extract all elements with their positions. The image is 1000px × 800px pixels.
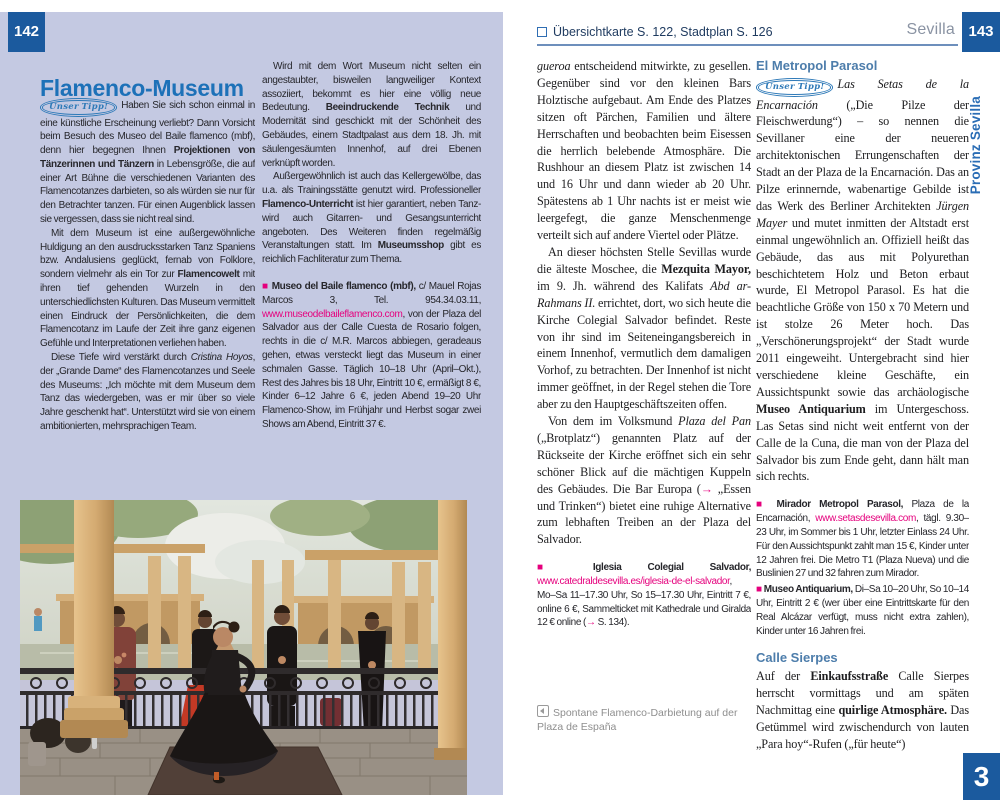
unser-tipp-badge: Unser Tipp! — [756, 78, 833, 97]
caption-arrow-icon — [537, 705, 549, 717]
section-heading-calle-sierpes: Calle Sierpes — [756, 650, 838, 666]
paragraph: Von dem im Volksmund Plaza del Pan („Brotplatz“) genannten Platz auf der Rückseite der Kirche eröffnet sich ein sehr schöner Blick auf die mächtigen Kuppeln des Gebäudes. Die Bar Europa (→ „Essen und Trinken“) bietet eine ruhige Alternative zum lebhaften Treiben an der Plaza del Salvador. — [537, 414, 751, 547]
paragraph: Diese Tiefe wird verstärkt durch Cristina Hoyos, der „Grande Dame“ des Flamencotanzes und Seele des Museums: „Ich möchte mit dem Museum dem Tanz das wiedergeben, was er mir über so viele Jahre geschenkt hat“. Unterstützt wird sie von einem ambitionierten, mehrsprachigen Team. — [40, 352, 255, 433]
paragraph: Mit dem Museum ist eine außergewöhnliche Huldigung an den ausdrucksstarken Tanz Spaniens bzw. Andalusiens geglückt, fernab von Folklore, sondern vielmehr als ein Tor zur Flamencowelt mit ihren tief gehenden Wurzeln in den unterschiedlichsten Kulturen. Das Museum vermittelt einen Eindruck der Persönlichkeiten, die dem Flamencotanz im Laufe der Zeit ihre ganz eigenen Gefühle und Interpretationen verliehen haben. — [40, 227, 255, 350]
info-block-museo-antiquarium: ■ Museo Antiquarium, Di–Sa 10–20 Uhr, So 10–14 Uhr, Eintritt 2 € (wer über eine Eintrittskarte für den Real Alcázar verfügt, muss nicht extra zahlen), Kinder unter 16 Jahren frei. — [756, 584, 969, 637]
info-block-mirador: ■ Mirador Metropol Parasol, Plaza de la Encarnación, www.setasdesevilla.com, tägl. 9.30–23 Uhr, im Sommer bis 1 Uhr, letzter Einlass 24 Uhr. Für den Aussichtspunkt zahlt man 15 €, Kinder unter 12 Jahren frei. Die Metro T1 (Plaza Nueva) und die Buslinien 27 und 32 fahren zum Mirador. — [756, 499, 969, 580]
paragraph-text: Las Setas de la Encarnación („Die Pilze der Fleischwerdung“) – so nennen die Sevillaner eine der neueren architektonischen Errungenschaften der Stadt an der Plaza de la Encarnación. Das an Pilze erinnernde, wabenartige Gebilde ist das Werk des Berliner Architekten Jürgen Mayer und mutet inmitten der Altstadt erst einmal ungewöhnlich an. Offiziell heißt das Gebäude, das aus mit Polyurethan beschichtetem Holz und Beton erbaut wurde, El Metropol Parasol. Es hat die beachtliche Größe von 150 x 70 Metern und ist stolze 26 Meter hoch. Das „Verschönerungsprojekt“ der Stadt wurde 2011 eingeweiht. Untergebracht sind hier verschiedene kleine Geschäfte, ein Aussichtspunkt sowie das archäologische Museo Antiquarium im Untergeschoss. Las Setas sind nicht weit entfernt von der Calle de la Cuna, die man von der Plaza del Salvador bis zum Ende geht, dann hält man sich rechts. — [756, 77, 969, 484]
section-heading-metropol-parasol: El Metropol Parasol — [756, 58, 878, 73]
paragraph — [40, 98, 255, 227]
page-number-left: 142 — [8, 12, 45, 52]
info-block-iglesia-salvador: ■ Iglesia Colegial Salvador, www.catedraldesevilla.es/iglesia-de-el-salvador, Mo–Sa 11–17.30 Uhr, So 15–17.30 Uhr, Eintritt 7 €, online 6 €, Sammelticket mit Kathedrale und Giralda 12 € online (→ S. 134). — [537, 562, 751, 629]
paragraph: An dieser höchsten Stelle Sevillas wurde die älteste Moschee, die Mezquita Mayor, im 9. Jh. während des Kalifats Abd ar-Rahmans II. errichtet, dort, wo sich heute die Kirche Colegial Salvador befindet. Reste von ihr sind im Seiteneingangsbereich in einem Innenhof, vermutlich dem damaligen Vorhof, zu betrachten. Der Innenhof ist nicht immer geöffnet, in der Regel stehen die Tore aber zu den Hauptgeschäftszeiten offen. — [537, 244, 751, 412]
paragraph: gueroa entscheidend mitwirkte, zu gesellen. Gegenüber sind vor den kleinen Bars Holztische aufgebaut. Am Ende des Platzes sitzen oft Pärchen, Familien und ältere Herrschaften und beobachten beim Eisessen die herrlich belebende Atmosphäre. Die Rushhour an diesem Platz ist zwischen 14 und 16 Uhr und dann wieder ab 20 Uhr. Spätestens ab 1 Uhr nachts ist er meist wie leergefegt, die ganze Menschenmenge verteilt sich auf andere Viertel oder Plätze. — [537, 59, 751, 243]
header-rule — [537, 44, 958, 46]
right-column-2 — [756, 58, 969, 798]
info-block-museo-baile: ■ Museo del Baile flamenco (mbf), c/ Mauel Rojas Marcos 3, Tel. 954.34.03.11, www.museodelbaileflamenco.com, von der Plaza del Salvador aus der Calle Cuesta de Rosario folgen, rechts in die c/ M.R. Marcos abbiegen, geradeaus gehen, etwas versteckt liegt das Museum in einer schmalen Gasse. Täglich 10–18 Uhr (April–Okt.), Rest des Jahres bis 18 Uhr, Eintritt 10 €, ermäßigt 8 €, Kinder 6–12 Jahre 6 €, jeden Abend 19–20 Uhr Flamenco-Show, im Frühjahr und Herbst sogar zwei Shows am Abend, Eintritt 37 €. — [262, 280, 481, 430]
paragraph — [756, 76, 969, 485]
map-square-icon — [537, 27, 547, 37]
photo-caption-text: Spontane Flamenco-Darbietung auf der Plaza de España — [537, 707, 738, 733]
page-title: Flamenco-Museum — [40, 75, 244, 102]
right-column-1 — [537, 58, 751, 698]
paragraph: Wird mit dem Wort Museum nicht selten ein angestaubter, bisweilen langweiliger Kontext assoziiert, bekommt es hier eine völlig neue Bedeutung. Beeindruckende Technik und Modernität sind geschickt mit der Schönheit des Gebäudes, einem Stadtpalast aus dem 18. Jh. mit säulengesäumten Innenhof, auf drei Ebenen verknüpft worden. — [262, 61, 481, 169]
header-region-label: Sevilla — [906, 21, 955, 38]
photo-caption — [537, 705, 751, 734]
photo-flamenco-plaza-espana — [20, 500, 467, 795]
unser-tipp-badge: Unser Tipp! — [40, 98, 117, 117]
left-column-2 — [262, 60, 481, 498]
paragraph: Auf der Einkaufsstraße Calle Sierpes herrscht vormittags und am späten Nachmittag eine quirlige Atmosphäre. Das Getümmel wird zwischendurch von lauten „Para hoy“-Rufen („für heute“) — [756, 669, 969, 751]
paragraph: Außergewöhnlich ist auch das Kellergewölbe, das u.a. als Trainingsstätte genutzt wird. Professioneller Flamenco-Unterricht ist hier garantiert, neben Tanz- wird auch Gitarren- und Gesangsunterricht angeboten. Des Weiteren finden regelmäßig Veranstaltungen statt. Im Museumsshop gibt es reichlich Fachliteratur zum Thema. — [262, 171, 481, 266]
left-column-1 — [40, 98, 255, 498]
page-number-right: 143 — [962, 12, 1000, 52]
left-page — [0, 12, 503, 795]
chapter-number-tab: 3 — [963, 753, 1000, 800]
map-reference-text: Übersichtkarte S. 122, Stadtplan S. 126 — [553, 25, 773, 39]
sidebar-chapter-label-text: Provinz Sevilla — [967, 95, 983, 195]
paragraph-text: Haben Sie sich schon einmal in eine künstliche Erscheinung verliebt? Dann Vorsicht beim Besuch des Museo del Baile flamenco (mbf), denn hier begegnen Ihnen Projektionen von Tänzerinnen und Tänzern in Lebensgröße, die auf einer Art Bühne die verschiedenen Varianten des Flamencotanzes darbieten, so als würden sie nur für den Betrachter tanzen. Für einen Augenblick lassen sie vergessen, dass sie nicht real sind. — [40, 100, 255, 226]
